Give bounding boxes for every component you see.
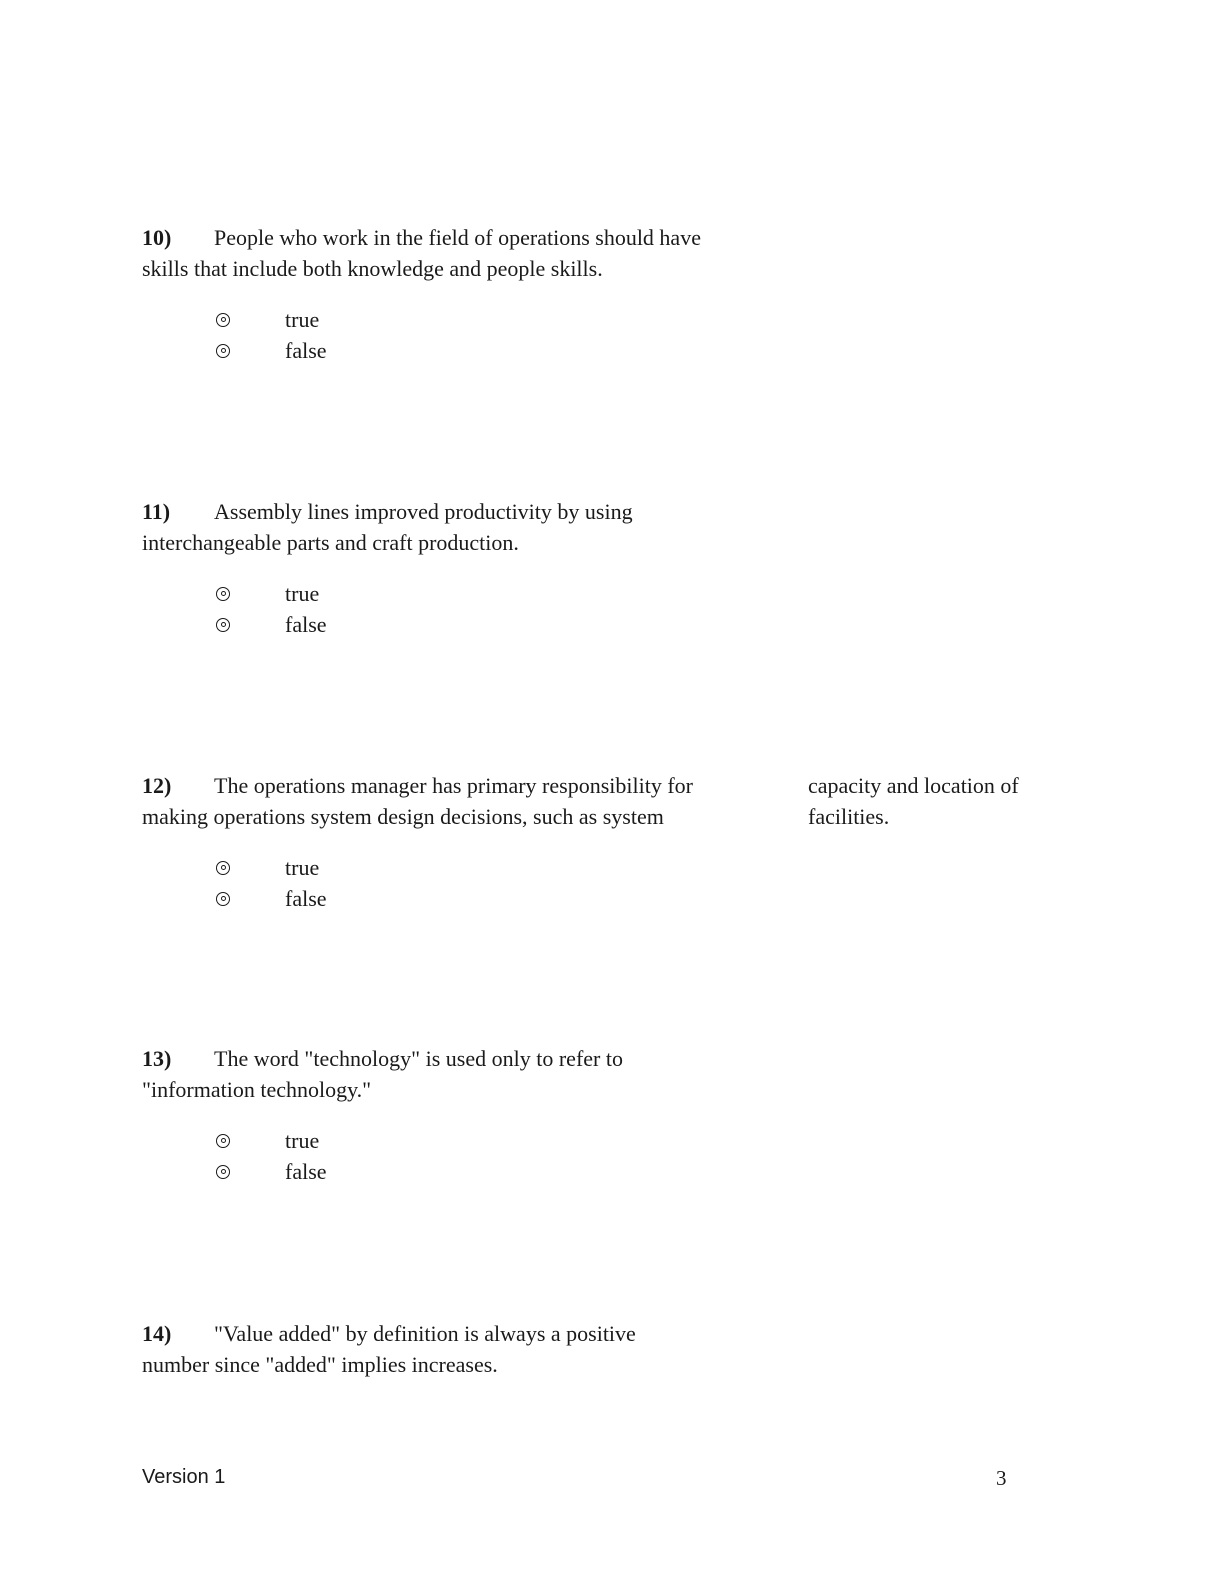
question-number: 14) xyxy=(142,1321,172,1346)
radio-button-icon[interactable] xyxy=(216,313,230,327)
question-prompt: People who work in the field of operations should have skills that include both knowledge and people skills. xyxy=(142,225,701,281)
question-number: 10) xyxy=(142,225,172,250)
question-prompt: The word "technology" is used only to refer to "information technology." xyxy=(142,1046,623,1102)
question-14 xyxy=(142,1318,1082,1380)
question-13 xyxy=(142,1043,1082,1187)
question-10 xyxy=(142,222,1082,366)
radio-button-icon[interactable] xyxy=(216,344,230,358)
radio-button-icon[interactable] xyxy=(216,892,230,906)
question-prompt: The operations manager has primary responsibility for making operations system design decisions, such as system xyxy=(142,773,693,829)
answer-options xyxy=(216,1125,1082,1187)
option-label: true xyxy=(285,580,320,606)
answer-options xyxy=(216,304,1082,366)
question-text xyxy=(142,1318,702,1380)
option-false[interactable] xyxy=(216,883,1082,914)
question-prompt-continued: capacity and location of facilities. xyxy=(808,773,1019,829)
question-text xyxy=(142,222,702,284)
option-label: false xyxy=(285,611,327,637)
option-label: false xyxy=(285,885,327,911)
question-text xyxy=(142,496,702,558)
option-label: true xyxy=(285,1127,320,1153)
option-label: false xyxy=(285,1158,327,1184)
option-true[interactable] xyxy=(216,578,1082,609)
answer-options xyxy=(216,852,1082,914)
question-prompt: "Value added" by definition is always a positive number since "added" implies increases. xyxy=(142,1321,636,1377)
question-number: 12) xyxy=(142,773,172,798)
radio-button-icon[interactable] xyxy=(216,587,230,601)
option-label: true xyxy=(285,306,320,332)
question-12 xyxy=(142,770,1082,914)
page-number: 3 xyxy=(996,1466,1007,1490)
answer-options xyxy=(216,578,1082,640)
option-true[interactable] xyxy=(216,852,1082,883)
question-text xyxy=(142,770,742,832)
option-false[interactable] xyxy=(216,1156,1082,1187)
question-text xyxy=(142,1043,702,1105)
radio-button-icon[interactable] xyxy=(216,1134,230,1148)
radio-button-icon[interactable] xyxy=(216,1165,230,1179)
radio-button-icon[interactable] xyxy=(216,861,230,875)
option-true[interactable] xyxy=(216,1125,1082,1156)
option-false[interactable] xyxy=(216,335,1082,366)
question-number: 11) xyxy=(142,499,171,524)
question-prompt: Assembly lines improved productivity by using interchangeable parts and craft production. xyxy=(142,499,633,555)
option-true[interactable] xyxy=(216,304,1082,335)
option-false[interactable] xyxy=(216,609,1082,640)
footer-version: Version 1 xyxy=(142,1466,226,1488)
option-label: true xyxy=(285,854,320,880)
radio-button-icon[interactable] xyxy=(216,618,230,632)
option-label: false xyxy=(285,337,327,363)
question-number: 13) xyxy=(142,1046,172,1071)
question-11 xyxy=(142,496,1082,640)
